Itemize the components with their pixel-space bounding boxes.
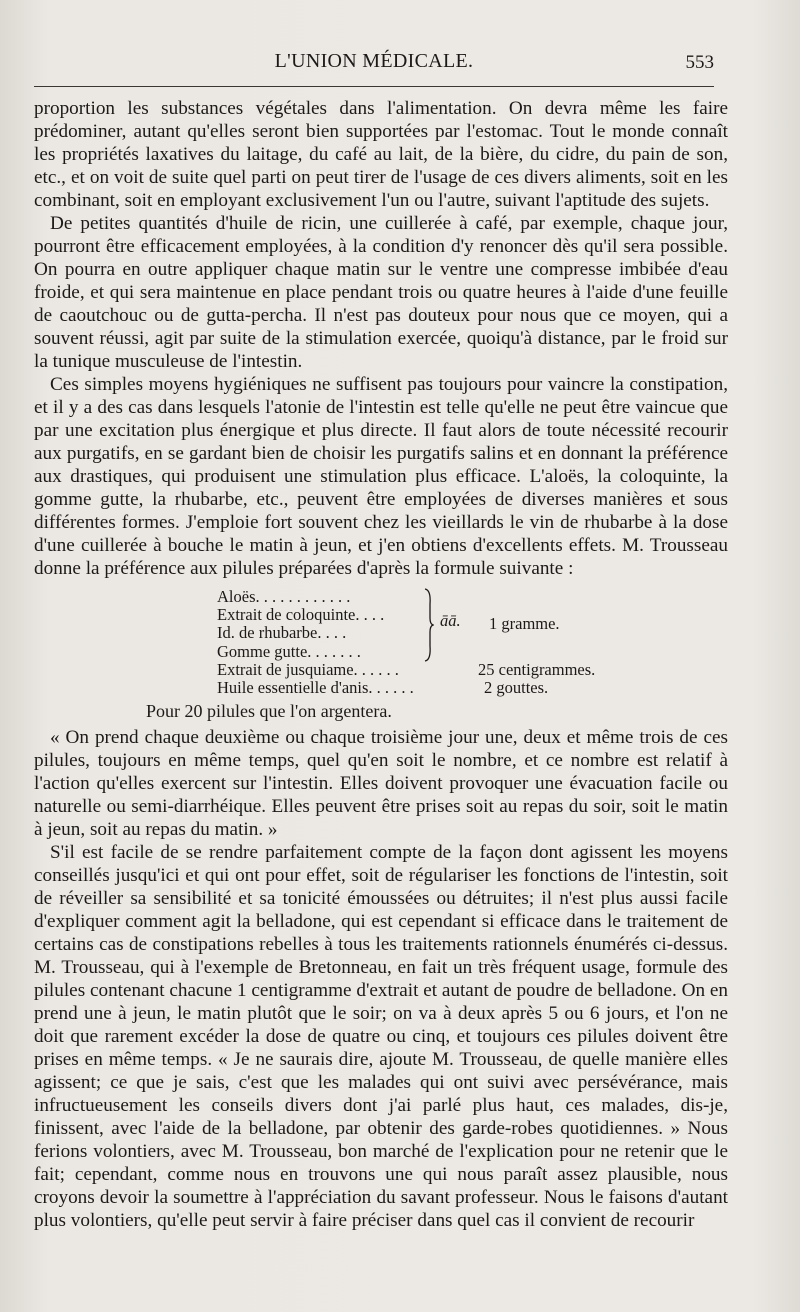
paragraph-belladone: S'il est facile de se rendre parfaitement compte de la façon dont agissent les moyens conseillés jusqu'ici et qui ont pour effet, soit de régulariser les fonctions de l'intestin, soit de réveiller sa sensibilité et sa tonicité émoussées ou détruites; il n'est plus aussi facile d'expliquer comment agit la belladone, qui est cependant si efficace dans le traitement de certains cas de constipations rebelles à tous les traitements rationnels énumérés ci-dessus. M. Trousseau, qui à l'exemple de Bretonneau, en fait un très fréquent usage, formule des pilules contenant chacune 1 centigramme d'extrait et autant de poudre de belladone. On en prend une à jeun, le matin plutôt que le soir; on va à deux après 5 ou 6 jours, et l'on ne doit que rarement excéder la dose de quatre ou cinq, et toujours ces pilules doivent être prises en même temps. « Je ne saurais dire, ajoute M. Trousseau, de quelle manière elles agissent; ce que je sais, c'est que les malades qui ont suivi avec persévérance, mais infructueusement les conseils divers dont j'ai parlé plus haut, ces malades, dis-je, finissent, avec l'aide de la belladone, par obtenir des garde-robes quotidiennes. » Nous ferions volontiers, avec M. Trousseau, bon marché de l'explication pour ne retenir que le fait; cependant, comme nous en trouvons une qui nous paraît assez plausible, nous croyons devoir la soumettre à l'appréciation du savant professeur. Nous le faisons d'autant plus volontiers, qu'elle peut servir à faire préciser dans quel cas il convient de recourir (34, 842, 728, 1231)
page-number: 553 (685, 52, 714, 73)
formula-grouped-dose: 1 gramme. (489, 614, 560, 633)
formula-item-gomme-gutte: Gomme gutte. . . . . . . (217, 642, 361, 661)
formula-dose-anis: 2 gouttes. (484, 678, 549, 697)
paragraph-2: De petites quantités d'huile de ricin, une cuillerée à café, par exemple, chaque jour, pourront être efficacement employées, à la condition d'y renoncer dès qu'il sera possible. On pourra en outre appliquer chaque matin sur le ventre une compresse imbibée d'eau froide, et qui sera maintenue en place pendant trois ou quatre heures à l'aide d'une feuille de caoutchouc ou de gutta-percha. Il n'est pas douteux pour nous que ce moyen, qui a souvent réussi, agit par suite de la stimulation exercée, quoiqu'à distance, par le froid sur la tunique musculeuse de l'intestin. (34, 213, 728, 372)
formula-qualifier: āā. (440, 611, 461, 630)
formula-item-coloquinte: Extrait de coloquinte. . . . (217, 605, 385, 624)
formula-item-rhubarbe: Id. de rhubarbe. . . . (217, 623, 347, 642)
header-rule (34, 86, 714, 87)
prescription-formula (34, 588, 728, 696)
paragraph-1: proportion les substances végétales dans l'alimentation. On devra même les faire prédominer, autant qu'elles seront bien supportées par l'estomac. Tout le monde connaît les propriétés laxatives du laitage, du café au lait, de la bière, du cidre, du pain de son, etc., et on voit de suite quel parti on peut tirer de l'usage de ces divers aliments, soit en les combinant, soit en employant exclusivement l'un ou l'autre, suivant l'aptitude des sujets. (34, 98, 728, 211)
page-header (34, 50, 714, 80)
grouping-brace (424, 588, 434, 662)
paragraph-3: Ces simples moyens hygiéniques ne suffisent pas toujours pour vaincre la constipation, et il y a des cas dans lesquels l'atonie de l'intestin est telle qu'elle ne peut être vaincue que par une excitation plus énergique et plus directe. Il faut alors de toute nécessité recourir aux purgatifs, en se gardant bien de choisir les purgatifs salins et en donnant la préférence aux drastiques, qui produisent une stimulation plus efficace. L'aloës, la coloquinte, la gomme gutte, la rhubarbe, etc., peuvent être employées de diverses manières et sous différentes formes. J'emploie fort souvent chez les vieillards le vin de rhubarbe à la dose d'une cuillerée à bouche le matin à jeun, et j'en obtiens d'excellents effets. M. Trousseau donne la préférence aux pilules préparées d'après la formule suivante : (34, 374, 728, 579)
formula-item-aloes: Aloës. . . . . . . . . . . . (217, 587, 351, 606)
paragraph-quote: « On prend chaque deuxième ou chaque troisième jour une, deux et même trois de ces pilules, toujours en même temps, quel qu'en soit le nombre, et ce nombre est relatif à l'action qu'elles exercent sur l'intestin. Elles doivent provoquer une évacuation facile ou naturelle ou semi-diarrhéique. Elles peuvent être prises soit au repas du soir, soit le matin à jeun, soit au repas du matin. » (34, 727, 728, 840)
formula-dose-jusquiame: 25 centigrammes. (478, 660, 596, 679)
running-title: L'UNION MÉDICALE. (274, 50, 474, 72)
formula-item-anis: Huile essentielle d'anis. . . . . . (217, 678, 414, 697)
article-body (34, 97, 728, 1232)
formula-item-jusquiame: Extrait de jusquiame. . . . . . (217, 660, 399, 679)
formula-pills-line: Pour 20 pilules que l'on argentera. (146, 701, 392, 721)
